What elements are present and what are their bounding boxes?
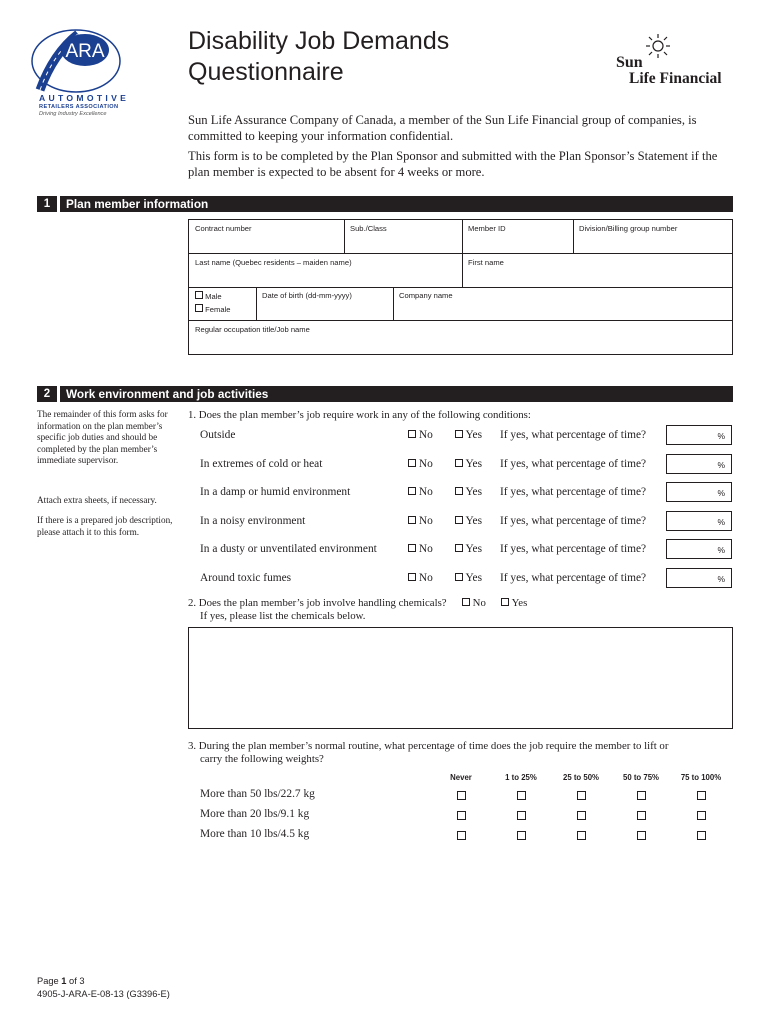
condition-pct-question: If yes, what percentage of time?	[500, 515, 647, 527]
condition-yes-label: Yes	[465, 429, 483, 441]
condition-no-checkbox[interactable]	[408, 573, 416, 581]
condition-yes-checkbox[interactable]	[455, 544, 463, 552]
condition-no-option[interactable]	[408, 543, 433, 555]
female-label: Female	[205, 305, 231, 314]
chemicals-yes-checkbox[interactable]	[501, 598, 509, 606]
weight-label: More than 10 lbs/4.5 kg	[200, 828, 310, 840]
question3-line1: 3. During the plan member’s normal routine, what percentage of time does the job require the member to lift or	[188, 740, 669, 752]
dob-field[interactable]: Date of birth (dd-mm-yyyy)	[262, 291, 352, 300]
sidenote-supervisor: The remainder of this form asks for information on the plan member’s specific job duties and should be completed by the plan member’s immediate supervisor.	[37, 409, 168, 465]
page-prefix: Page	[37, 976, 62, 986]
title-line2: Questionnaire	[188, 58, 344, 86]
condition-yes-label: Yes	[465, 486, 483, 498]
page-current: 1	[61, 976, 67, 986]
condition-pct-input[interactable]	[666, 482, 732, 502]
weight-column-header: 75 to 100%	[680, 773, 722, 782]
weight-column-header: 25 to 50%	[563, 773, 599, 782]
chemicals-yes-label: Yes	[511, 597, 528, 609]
condition-label: In a dusty or unventilated environment	[200, 543, 377, 555]
question3-line2: carry the following weights?	[200, 753, 324, 765]
pct-symbol: %	[717, 460, 725, 470]
slf-line1: Sun	[616, 54, 643, 71]
condition-yes-label: Yes	[465, 572, 483, 584]
section1-title: Plan member information	[60, 196, 733, 212]
condition-yes-option[interactable]	[455, 458, 482, 470]
last-name-field[interactable]: Last name (Quebec residents – maiden name)	[195, 258, 352, 267]
condition-yes-checkbox[interactable]	[455, 459, 463, 467]
ara-line2: RETAILERS ASSOCIATION	[39, 104, 119, 110]
chemicals-no-checkbox[interactable]	[462, 598, 470, 606]
weight-checkbox[interactable]	[457, 791, 466, 800]
condition-yes-option[interactable]	[455, 515, 482, 527]
weight-checkbox[interactable]	[697, 811, 706, 820]
weight-checkbox[interactable]	[637, 791, 646, 800]
male-checkbox[interactable]	[195, 291, 203, 299]
condition-yes-checkbox[interactable]	[455, 487, 463, 495]
condition-no-option[interactable]	[408, 572, 433, 584]
condition-yes-label: Yes	[465, 543, 483, 555]
condition-yes-checkbox[interactable]	[455, 516, 463, 524]
condition-yes-checkbox[interactable]	[455, 430, 463, 438]
condition-pct-question: If yes, what percentage of time?	[500, 429, 647, 441]
weight-label: More than 20 lbs/9.1 kg	[200, 808, 310, 820]
page-number	[37, 975, 85, 988]
weight-checkbox[interactable]	[697, 791, 706, 800]
page-suffix: of 3	[66, 976, 85, 986]
weight-checkbox[interactable]	[457, 831, 466, 840]
condition-yes-option[interactable]	[455, 543, 482, 555]
occupation-field[interactable]: Regular occupation title/Job name	[195, 325, 310, 334]
condition-pct-input[interactable]	[666, 568, 732, 588]
male-label: Male	[205, 292, 222, 301]
condition-no-checkbox[interactable]	[408, 516, 416, 524]
weight-checkbox[interactable]	[517, 791, 526, 800]
question2-instruction: If yes, please list the chemicals below.	[200, 610, 366, 622]
pct-symbol: %	[717, 431, 725, 441]
condition-yes-option[interactable]	[455, 572, 482, 584]
pct-symbol: %	[717, 574, 725, 584]
condition-yes-label: Yes	[465, 458, 483, 470]
weight-checkbox[interactable]	[637, 811, 646, 820]
male-option[interactable]	[195, 291, 222, 301]
ara-wordmark	[39, 93, 129, 117]
weight-checkbox[interactable]	[697, 831, 706, 840]
weight-checkbox[interactable]	[577, 791, 586, 800]
slf-line2: Life Financial	[629, 70, 722, 86]
member-id-field[interactable]: Member ID	[468, 224, 506, 233]
plan-member-grid	[188, 219, 733, 355]
pct-symbol: %	[717, 545, 725, 555]
condition-no-label: No	[418, 543, 433, 555]
condition-yes-checkbox[interactable]	[455, 573, 463, 581]
condition-pct-input[interactable]	[666, 425, 732, 445]
question2-text: 2. Does the plan member’s job involve handling chemicals?	[188, 597, 447, 609]
weight-checkbox[interactable]	[577, 811, 586, 820]
condition-label: In extremes of cold or heat	[200, 458, 323, 470]
condition-pct-input[interactable]	[666, 539, 732, 559]
female-checkbox[interactable]	[195, 304, 203, 312]
condition-no-option[interactable]	[408, 515, 433, 527]
ara-line1: AUTOMOTIVE	[39, 93, 130, 103]
female-option[interactable]	[195, 304, 230, 314]
sidenote-job-description: If there is a prepared job description, please attach it to this form.	[37, 515, 173, 537]
chemicals-no-label: No	[472, 597, 486, 609]
condition-no-checkbox[interactable]	[408, 544, 416, 552]
condition-label: Outside	[200, 429, 236, 441]
weight-checkbox[interactable]	[637, 831, 646, 840]
intro-privacy: Sun Life Assurance Company of Canada, a member of the Sun Life Financial group of companies, is committed to keeping your information confidential.	[188, 113, 697, 143]
form-code: 4905-J-ARA-E-08-13 (G3396-E)	[37, 989, 170, 999]
weight-column-header: 1 to 25%	[505, 773, 537, 782]
division-field[interactable]: Division/Billing group number	[579, 224, 678, 233]
condition-pct-question: If yes, what percentage of time?	[500, 458, 647, 470]
chemicals-textarea[interactable]	[188, 627, 733, 729]
section2-number: 2	[37, 386, 57, 402]
section2-title: Work environment and job activities	[60, 386, 733, 402]
intro-instructions: This form is to be completed by the Plan Sponsor and submitted with the Plan Sponsor’s Statement if the plan member is expected to be absent for 4 weeks or more.	[188, 149, 718, 179]
condition-yes-option[interactable]	[455, 486, 482, 498]
condition-no-label: No	[418, 458, 433, 470]
ara-logo	[30, 28, 122, 94]
sub-class-field[interactable]: Sub./Class	[350, 224, 387, 233]
question1: 1. Does the plan member’s job require work in any of the following conditions:	[188, 409, 531, 421]
condition-no-checkbox[interactable]	[408, 487, 416, 495]
weight-checkbox[interactable]	[517, 831, 526, 840]
condition-pct-question: If yes, what percentage of time?	[500, 543, 647, 555]
first-name-field[interactable]: First name	[468, 258, 504, 267]
condition-no-checkbox[interactable]	[408, 430, 416, 438]
condition-pct-input[interactable]	[666, 511, 732, 531]
weight-checkbox[interactable]	[577, 831, 586, 840]
contract-number-field[interactable]: Contract number	[195, 224, 252, 233]
condition-pct-question: If yes, what percentage of time?	[500, 572, 647, 584]
condition-no-option[interactable]	[408, 429, 433, 441]
section1-number: 1	[37, 196, 57, 212]
condition-label: Around toxic fumes	[200, 572, 292, 584]
condition-no-option[interactable]	[408, 458, 433, 470]
sidenote-extra-sheets: Attach extra sheets, if necessary.	[37, 495, 157, 505]
weight-checkbox[interactable]	[457, 811, 466, 820]
ara-logo-text: ARA	[65, 41, 105, 62]
sun-icon	[646, 34, 670, 58]
sun-life-logo	[602, 32, 742, 86]
condition-pct-question: If yes, what percentage of time?	[500, 486, 647, 498]
condition-label: In a damp or humid environment	[200, 486, 351, 498]
weight-column-header: Never	[450, 773, 472, 782]
condition-no-checkbox[interactable]	[408, 459, 416, 467]
condition-label: In a noisy environment	[200, 515, 306, 527]
ara-tagline: Driving Industry Excellence	[39, 111, 107, 117]
condition-no-option[interactable]	[408, 486, 433, 498]
weight-checkbox[interactable]	[517, 811, 526, 820]
condition-no-label: No	[418, 572, 433, 584]
page-title	[188, 26, 449, 88]
condition-no-label: No	[418, 515, 433, 527]
condition-no-label: No	[418, 486, 433, 498]
condition-yes-label: Yes	[465, 515, 483, 527]
pct-symbol: %	[717, 517, 725, 527]
title-line1: Disability Job Demands	[188, 27, 450, 55]
weight-column-header: 50 to 75%	[623, 773, 659, 782]
condition-pct-input[interactable]	[666, 454, 732, 474]
condition-yes-option[interactable]	[455, 429, 482, 441]
weight-label: More than 50 lbs/22.7 kg	[200, 788, 315, 800]
question2	[188, 597, 527, 610]
company-name-field[interactable]: Company name	[399, 291, 453, 300]
condition-no-label: No	[418, 429, 433, 441]
pct-symbol: %	[717, 488, 725, 498]
